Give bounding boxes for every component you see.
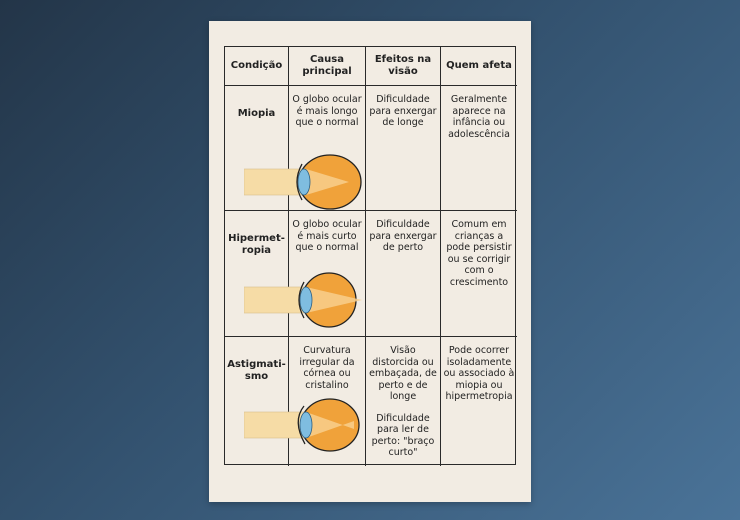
shortened-eyeball-icon xyxy=(244,270,364,330)
cause-text: O globo ocular é mais curto que o normal xyxy=(292,219,362,253)
row-effects xyxy=(366,337,441,466)
header-affects xyxy=(441,47,517,86)
cause-text: O globo ocular é mais longo que o normal xyxy=(292,94,362,128)
irregular-cornea-eyeball-icon xyxy=(244,395,364,455)
row-cause xyxy=(289,86,366,211)
elongated-eyeball-icon xyxy=(244,152,364,212)
header-effects-label: Efeitos na visão xyxy=(374,54,432,77)
row-effects xyxy=(366,211,441,337)
condition-name: Astigmati-smo xyxy=(227,359,286,382)
header-effects xyxy=(366,47,441,86)
condition-name: Miopia xyxy=(237,108,276,119)
row-cause xyxy=(289,211,366,337)
row-affects xyxy=(441,86,517,211)
row-cause xyxy=(289,337,366,466)
header-condition xyxy=(225,47,289,86)
row-effects xyxy=(366,86,441,211)
affects-text: Comum em crianças a pode persistir ou se corrigir com o crescimento xyxy=(446,219,512,288)
row-affects xyxy=(441,337,517,466)
header-cause-label: Causa principal xyxy=(302,54,352,77)
effects-extra-text: Dificuldade para ler de perto: "braço curto" xyxy=(371,412,435,458)
condition-name: Hipermet-ropia xyxy=(228,233,285,256)
cause-text: Curvatura irregular da córnea ou cristalino xyxy=(299,345,355,391)
header-cause xyxy=(289,47,366,86)
header-condition-label: Condição xyxy=(230,60,283,71)
infographic-card xyxy=(209,21,531,502)
row-affects xyxy=(441,211,517,337)
effects-text: Dificuldade para enxergar de perto xyxy=(369,219,437,253)
affects-text: Geralmente aparece na infância ou adolescência xyxy=(448,94,510,140)
conditions-table xyxy=(224,46,516,465)
effects-text: Dificuldade para enxergar de longe xyxy=(369,94,437,128)
effects-text: Visão distorcida ou embaçada, de perto e de longe xyxy=(369,345,437,402)
affects-text: Pode ocorrer isoladamente ou associado à miopia ou hipermetropia xyxy=(443,345,515,402)
header-affects-label: Quem afeta xyxy=(446,60,512,71)
